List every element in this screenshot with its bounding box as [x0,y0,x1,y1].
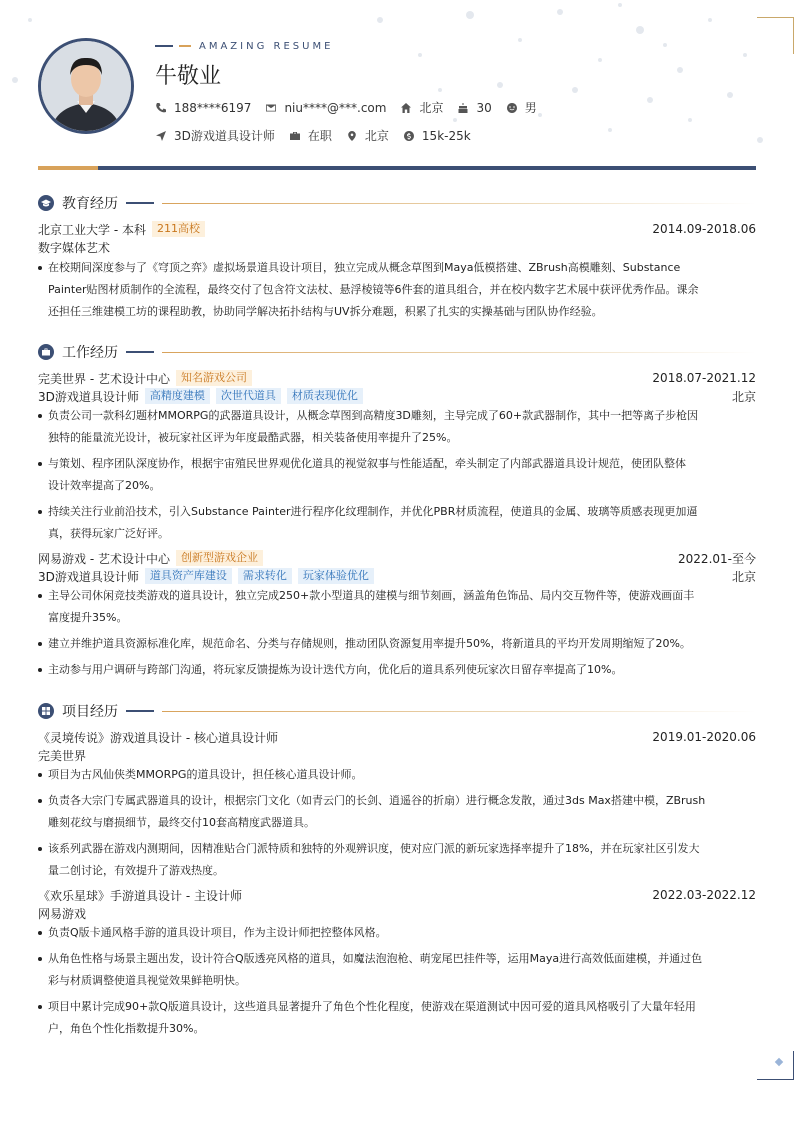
phone-item [155,101,251,115]
target-city-item [346,127,389,144]
job-bullet [38,405,756,449]
job-bullet [38,453,756,497]
project-company: 网易游戏 [38,906,87,921]
project-bullet [38,764,756,786]
company-name: 网易游戏 - 艺术设计中心 [38,551,170,566]
project-bullet [38,922,756,944]
corner-decoration-top [757,17,794,54]
gender-text: 男 [524,101,537,115]
corner-decoration-bottom [757,1051,794,1080]
send-icon [155,130,167,142]
school-name: 北京工业大学 - 本科 [38,222,146,237]
project-bullet [38,790,756,834]
graduation-icon [41,198,51,208]
email-item [265,101,386,115]
project-header [38,728,756,746]
bullet-line: 还担任三维建模工坊的课程助教，协助同学解决拓扑结构与UV拆分难题，积累了扎实的实操基础与团队协作经验。 [48,305,603,318]
bullet-line: 负责公司一款科幻题材MMORPG的武器道具设计，从概念草图到高精度3D雕刻，主导完成了60+款武器制作，其中一把等离子步枪因 [48,409,699,422]
bullet-line: 项目为古风仙侠类MMORPG的道具设计，担任核心道具设计师。 [48,768,363,781]
project-section-title [38,701,756,721]
project-bullet [38,948,756,992]
coin-icon [403,130,415,142]
job-bullet [38,633,756,655]
salary-item [403,129,471,143]
phone-icon [155,102,167,114]
project-period: 2022.03-2022.12 [652,888,756,902]
job-city: 北京 [731,389,756,404]
contact-row [155,99,551,116]
project-name: 《灵境传说》游戏道具设计 - 核心道具设计师 [38,730,278,745]
salary-text: 15k-25k [421,128,471,143]
cake-icon [457,102,469,114]
work-section-title [38,342,756,362]
job-header [38,549,756,567]
work-title: 工作经历 [62,345,118,361]
bullet-line: 负责Q版卡通风格手游的道具设计项目，作为主设计师把控整体风格。 [48,926,387,939]
skill-tag: 玩家体验优化 [298,568,374,584]
city-text: 北京 [419,101,444,115]
project-period: 2019.01-2020.06 [652,730,756,744]
age-item [457,101,491,115]
project-company-row [38,746,756,764]
candidate-name: 牛敬业 [155,64,222,89]
bullet-line: 独特的能量流光设计，被玩家社区评为年度最酷武器，相关装备使用率提升了25%。 [48,431,458,444]
avatar [38,38,134,134]
job-bullet [38,585,756,629]
bullet-line: Painter贴图材质制作的全流程，最终交付了包含符文法杖、悬浮棱镜等6件套的道具组合，并在校内数字艺术展中获评优秀作品。课余 [48,283,699,296]
gender-item [506,99,537,116]
company-tag: 知名游戏公司 [176,370,252,386]
bullet-line: 主导公司休闲竞技类游戏的道具设计，独立完成250+款小型道具的建模与细节刻画，涵盖角色饰品、局内交互物件等，使游戏画面丰 [48,589,695,602]
home-icon [400,102,412,114]
bullet-line: 负责各大宗门专属武器道具的设计，根据宗门文化（如青云门的长剑、逍遥谷的折扇）进行概念发散，通过3ds Max搭建中模，ZBrush [48,794,706,807]
project-bullet [38,996,756,1040]
job-role: 3D游戏道具设计师 [38,569,139,584]
status-text: 在职 [307,129,332,143]
major: 数字媒体艺术 [38,240,111,255]
job-target-item [155,127,275,144]
education-header [38,220,756,238]
bullet-line: 雕刻花纹与磨损细节，最终交付10套高精度武器道具。 [48,816,315,829]
location-icon [346,130,358,142]
bullet-line: 与策划、程序团队深度协作，根据宇宙殖民世界观优化道具的视觉叙事与性能适配，牵头制定了内部武器道具设计规范，使团队整体 [48,457,686,470]
project-company: 完美世界 [38,748,87,763]
tagline-text: AMAZING RESUME [199,40,334,52]
company-name: 完美世界 - 艺术设计中心 [38,371,170,386]
tagline [155,39,333,53]
bullet-line: 设计效率提高了20%。 [48,479,161,492]
project-title: 项目经历 [62,704,118,720]
skill-tag: 材质表现优化 [287,388,363,404]
job-role: 3D游戏道具设计师 [38,389,139,404]
bullet-line: 富度提升35%。 [48,611,128,624]
company-tag: 创新型游戏企业 [176,550,263,566]
job-role-row [38,387,756,405]
target-city-text: 北京 [364,129,389,143]
bullet-line: 该系列武器在游戏内测期间，因精准贴合门派特质和独特的外观辨识度，使对应门派的新玩家选择率提升了18%，并在玩家社区引发大 [48,842,700,855]
education-period: 2014.09-2018.06 [652,222,756,236]
job-city: 北京 [731,569,756,584]
bullet-line: 持续关注行业前沿技术，引入Substance Painter进行程序化纹理制作，并优化PBR材质流程，使道具的金属、玻璃等质感表现更加逼 [48,505,698,518]
project-company-row [38,904,756,922]
phone-text: 188****6197 [174,100,252,115]
skill-tag: 高精度建模 [145,388,210,404]
work-icon [41,347,51,357]
smile-icon [506,102,518,114]
email-text: niu****@***.com [284,100,387,115]
project-icon [41,706,51,716]
bullet-line: 在校期间深度参与了《穹顶之弈》虚拟场景道具设计项目，独立完成从概念草图到Maya低模搭建、ZBrush高模雕刻、Substance [48,261,681,274]
skill-tag: 道具资产库建设 [145,568,232,584]
project-bullet [38,838,756,882]
bullet-line: 彩与材质调整使道具视觉效果鲜艳明快。 [48,974,246,987]
bullet-line: 主动参与用户调研与跨部门沟通，将玩家反馈提炼为设计迭代方向，优化后的道具系列使玩家次日留存率提高了10%。 [48,663,623,676]
city-item [400,99,443,116]
skill-tag: 次世代道具 [216,388,281,404]
briefcase-icon [289,130,301,142]
bullet-line: 项目中累计完成90+款Q版道具设计，这些道具显著提升了角色个性化程度，使游戏在渠道测试中因可爱的道具风格吸引了大量年轻用 [48,1000,696,1013]
intent-row [155,127,485,144]
header-divider [38,166,756,170]
education-title: 教育经历 [62,196,118,212]
education-major-row [38,238,756,256]
status-item [289,127,332,144]
job-target-text: 3D游戏道具设计师 [174,129,275,143]
education-bullet [38,257,756,323]
project-header [38,886,756,904]
project-name: 《欢乐星球》手游道具设计 - 主设计师 [38,888,242,903]
bullet-line: 建立并维护道具资源标准化库，规范命名、分类与存储规则，推动团队资源复用率提升50%，将新道具的平均开发周期缩短了20%。 [48,637,691,650]
job-period: 2018.07-2021.12 [652,371,756,385]
job-header [38,369,756,387]
age-text: 30 [476,100,492,115]
bullet-line: 真，获得玩家广泛好评。 [48,527,169,540]
job-period: 2022.01-至今 [678,551,756,566]
bullet-line: 户，角色个性化指数提升30%。 [48,1022,205,1035]
job-bullet [38,501,756,545]
skill-tag: 需求转化 [238,568,292,584]
mail-icon [265,102,277,114]
bullet-line: 量二创讨论，有效提升了游戏热度。 [48,864,224,877]
education-section-title [38,193,756,213]
job-bullet [38,659,756,681]
job-role-row [38,567,756,585]
bullet-line: 从角色性格与场景主题出发，设计符合Q版透亮风格的道具，如魔法泡泡枪、萌宠尾巴挂件等，运用Maya进行高效低面建模，并通过色 [48,952,703,965]
school-tag: 211高校 [152,221,205,237]
